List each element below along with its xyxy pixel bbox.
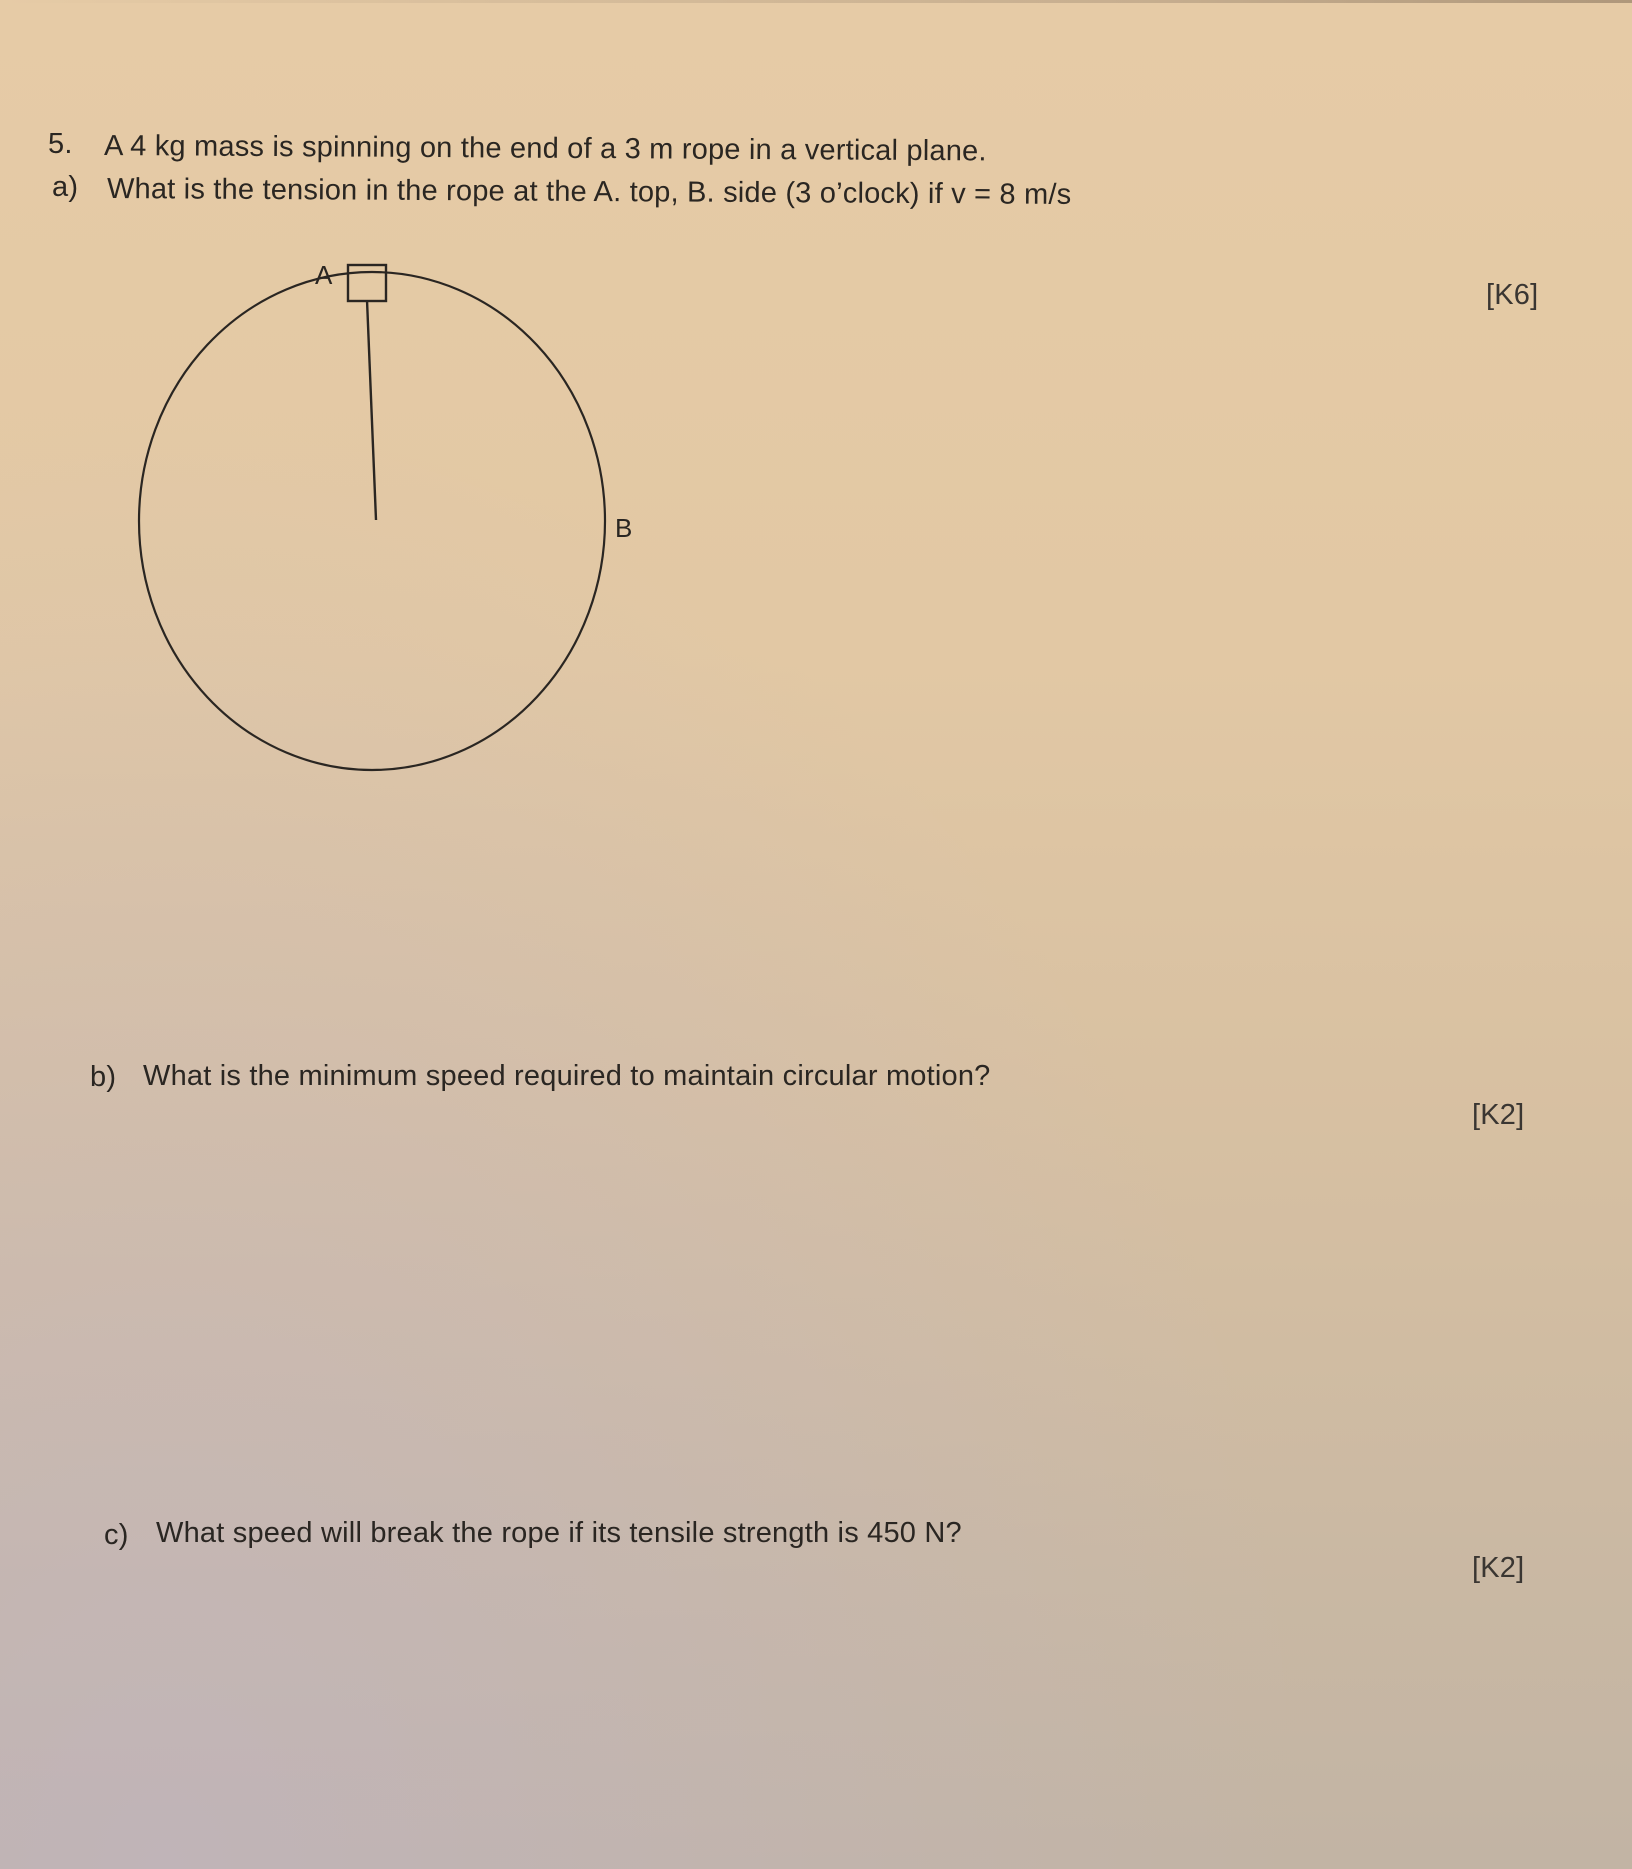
part-a-text: What is the tension in the rope at the A. top, B. side (3 o’clock) if v = 8 m/s bbox=[106, 173, 1072, 211]
part-b-text: What is the minimum speed required to maintain circular motion? bbox=[143, 1060, 991, 1092]
question-number: 5. bbox=[48, 128, 73, 160]
paper-top-edge bbox=[0, 0, 1632, 3]
part-b-marks: [K2] bbox=[1472, 1099, 1525, 1131]
part-c-label: c) bbox=[104, 1519, 129, 1551]
circle-path bbox=[139, 272, 605, 770]
part-a-marks: [K6] bbox=[1486, 279, 1539, 311]
mass-box bbox=[348, 265, 386, 301]
part-b-label: b) bbox=[90, 1061, 117, 1093]
diagram-label-b: B bbox=[615, 513, 633, 543]
rope-line bbox=[367, 300, 376, 520]
diagram-label-a: A bbox=[315, 260, 333, 290]
part-c-text: What speed will break the rope if its tensile strength is 450 N? bbox=[156, 1517, 962, 1549]
question-text: A 4 kg mass is spinning on the end of a 3 m rope in a vertical plane. bbox=[103, 130, 987, 168]
part-a-label: a) bbox=[52, 171, 79, 203]
part-c-marks: [K2] bbox=[1472, 1552, 1525, 1584]
